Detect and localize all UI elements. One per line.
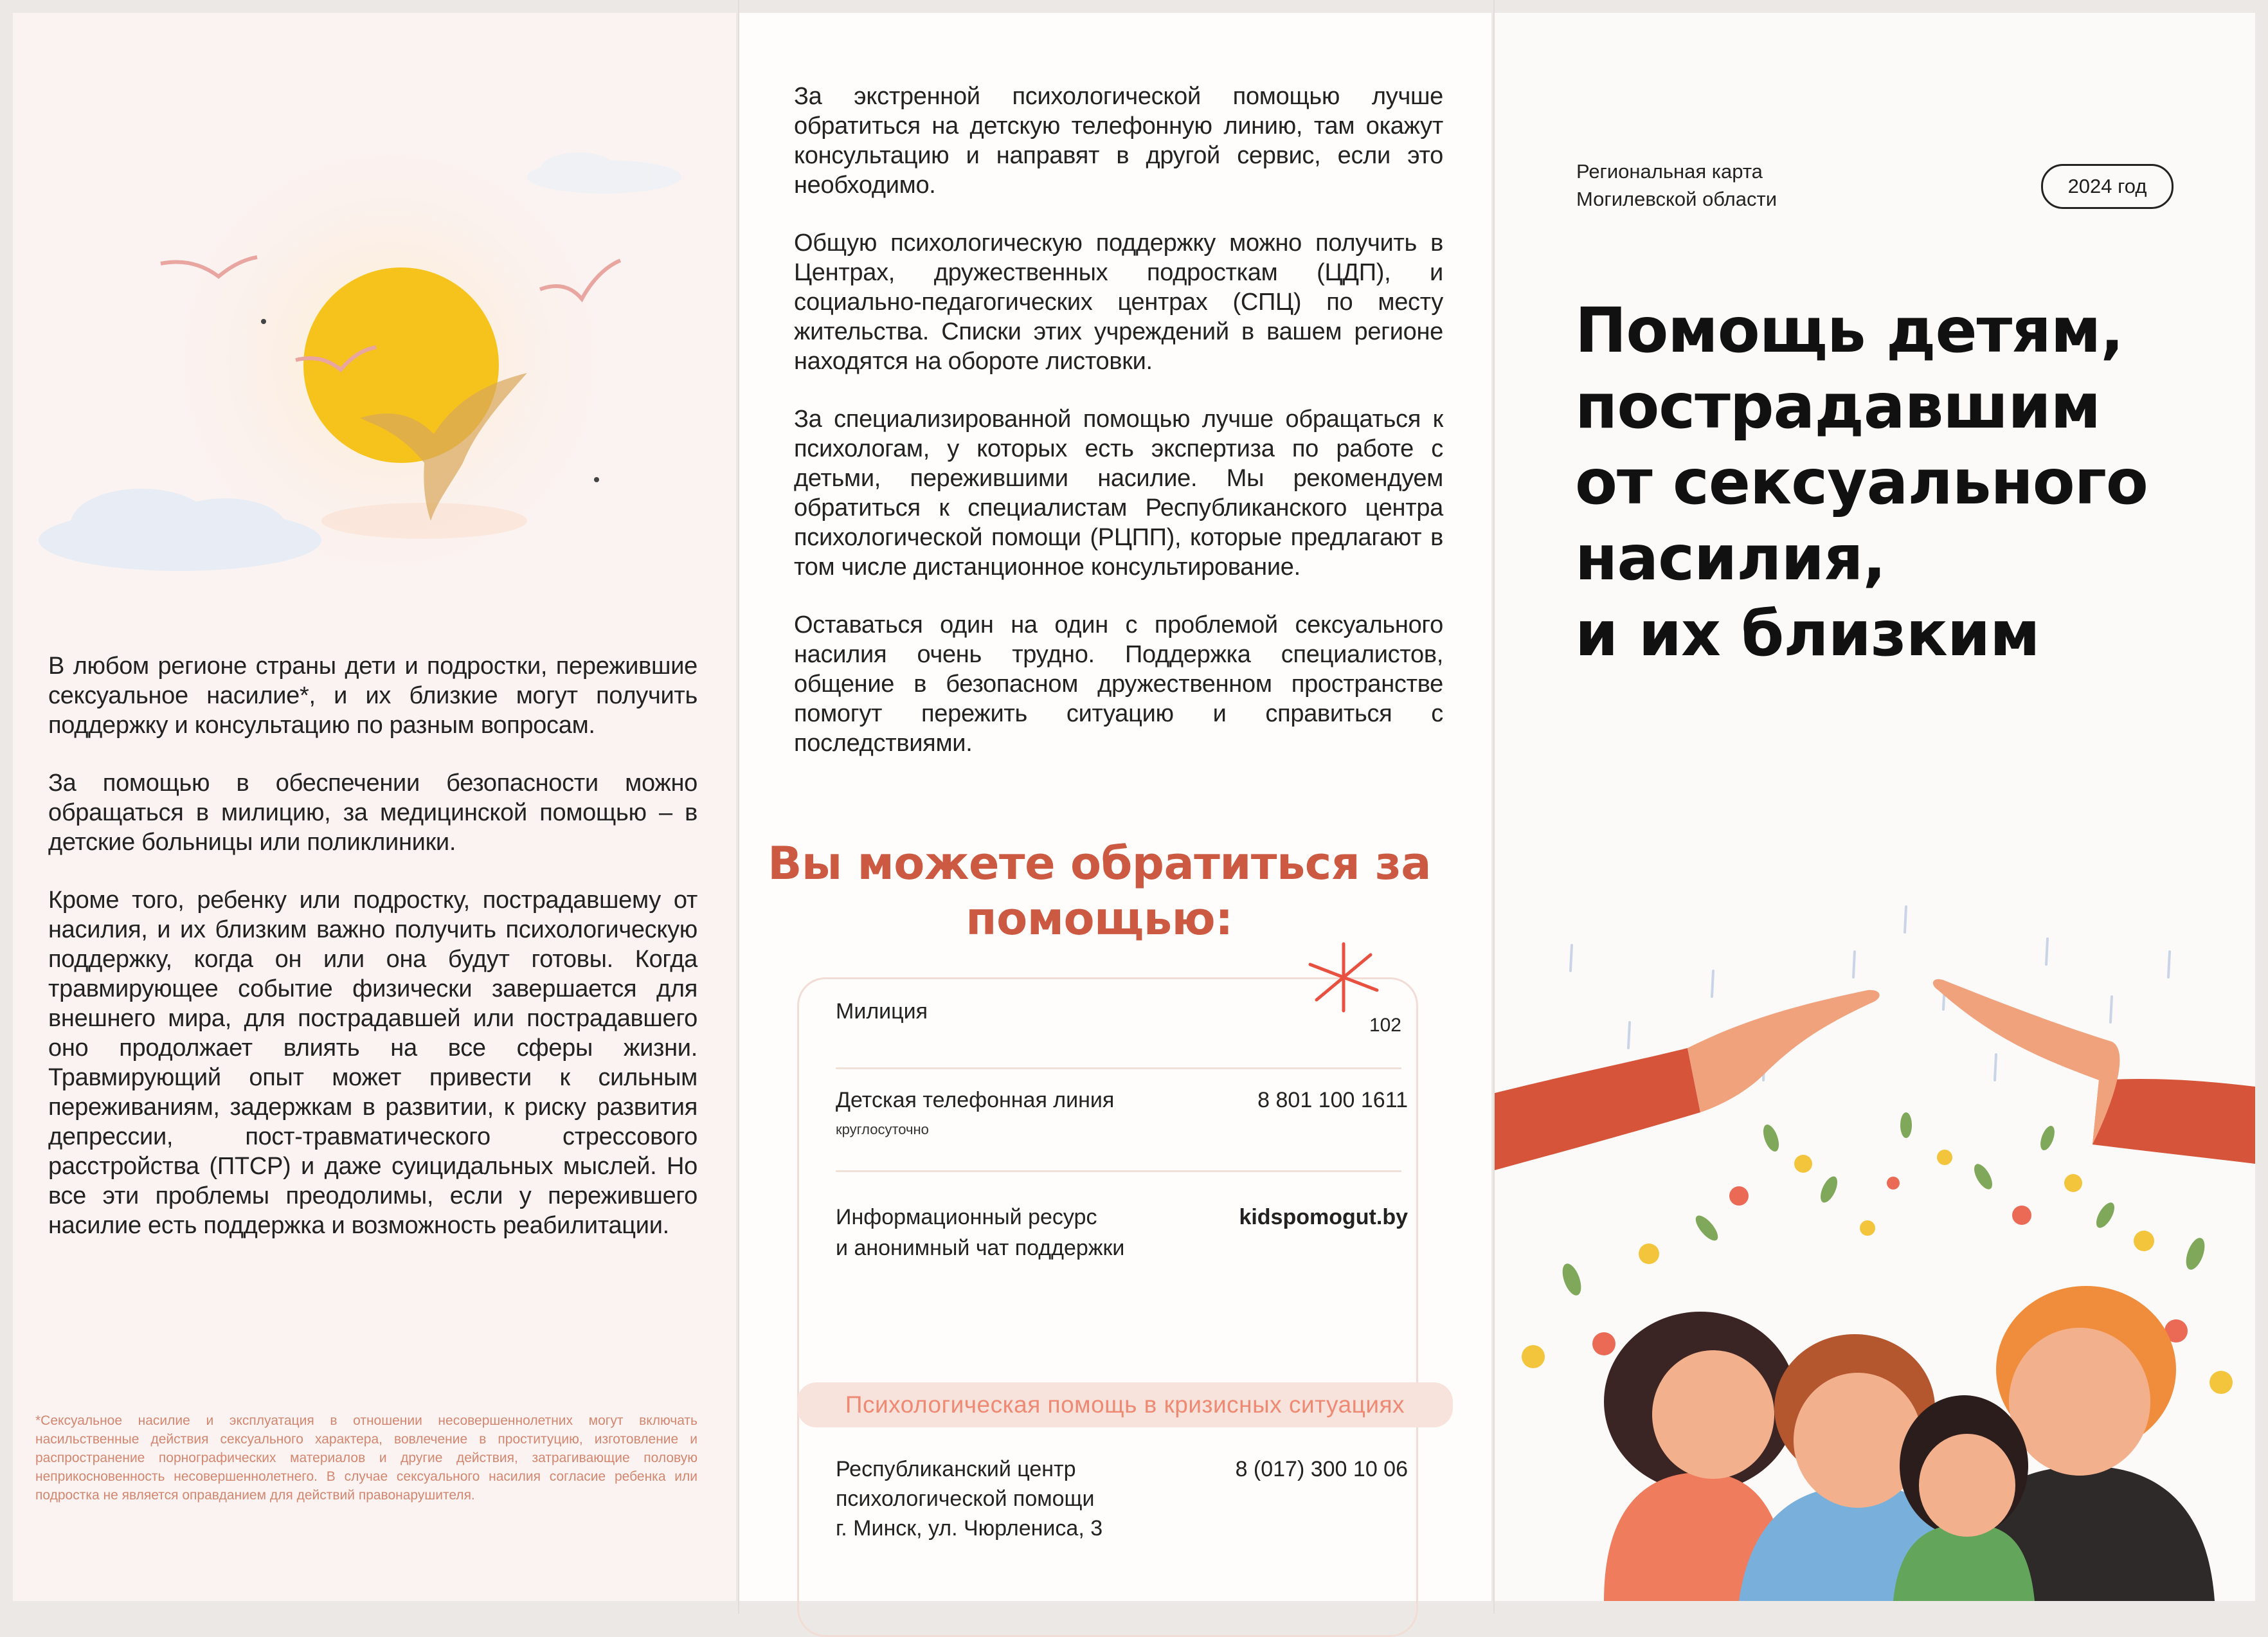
left-paragraph: Кроме того, ребенку или подростку, пострадавшему от насилия, и их близким важно получить психологическую поддержку, когда он или она будут готовы. Когда травмирующее событие физически завершается для внешнего мира, для пострадавшей или пострадавшего оно продолжает влиять на все сферы жизни. Травмирующий опыт может привести к сильным переживаниям, задержкам в развитии, к риску развития депрессии, пост-травматического стрессового расстройства (ПТСР) и даже суицидальных мыслей. Но все эти проблемы преодолимы, если у пережившего насилие есть поддержка и возможность реабилитации.	[48, 887, 698, 1239]
fold-line	[738, 0, 739, 1614]
sun-illustration	[13, 13, 736, 592]
left-body	[48, 651, 698, 1269]
hand-icon	[1688, 990, 1880, 1112]
contact-phone[interactable]: 8 (017) 300 10 06	[1235, 1457, 1408, 1481]
contact-name: Детская телефонная линия	[836, 1088, 1115, 1112]
contact-info-resource	[836, 1202, 1408, 1267]
website-link[interactable]: kidspomogut.by	[1239, 1205, 1408, 1229]
contact-phone[interactable]: 102	[1369, 1015, 1401, 1036]
middle-paragraph: Оставаться один на один с проблемой сексуального насилия очень трудно. Поддержка специалистов, общение в безопасном дружественном пространстве помогут пережить ситуацию и справиться с последствиями.	[794, 611, 1443, 757]
hand-icon	[1933, 979, 2120, 1144]
contact-police	[836, 997, 1401, 1035]
title-line: пострадавшим	[1575, 370, 2101, 442]
title-line: и их близким	[1575, 598, 2040, 670]
region-label	[1576, 158, 1777, 213]
middle-paragraph: За специализированной помощью лучше обращаться к психологам, у которых есть экспертиза по работе с детьми, пережившими насилие. Мы рекомендуем обратиться к специалистам Республиканского центра психологической помощи (РЦПП), которые предлагают в том числе дистанционное консультирование.	[794, 406, 1443, 581]
contact-note: круглосуточно	[836, 1121, 929, 1137]
region-line: Региональная карта	[1576, 160, 1763, 183]
title-line: от сексуального	[1575, 446, 2148, 518]
right-panel	[1495, 13, 2255, 1601]
title-line: Помощь детям,	[1575, 294, 2123, 366]
fold-line	[1493, 0, 1495, 1614]
contact-name: Милиция	[836, 999, 928, 1024]
contact-name: Информационный ресурс	[836, 1205, 1097, 1229]
contact-name-line2: и анонимный чат поддержки	[836, 1236, 1125, 1260]
contact-name: Республиканский центр	[836, 1457, 1076, 1481]
contact-child-line	[836, 1085, 1408, 1150]
left-paragraph: В любом регионе страны дети и подростки, пережившие сексуальное насилие*, и их близкие могут получить поддержку и консультацию по разным вопросам.	[48, 653, 698, 739]
title-line: насилия,	[1575, 522, 1886, 594]
page-title	[1575, 293, 2237, 672]
region-line: Могилевской области	[1576, 188, 1778, 210]
crisis-label: Психологическая помощь в кризисных ситуациях	[797, 1382, 1453, 1427]
footnote: *Сексуальное насилие и эксплуатация в отношении несовершеннолетних могут включать насильственные действия сексуального характера, вовлечение в проституцию, изготовление и распространение порнографических материалов и другие действия, затрагивающие половую неприкосновенность несовершеннолетнего. В случае сексуального насилия согласие ребенка или подростка не является оправданием для действий правонарушителя.	[35, 1413, 698, 1503]
divider	[836, 1170, 1401, 1172]
middle-paragraph: За экстренной психологической помощью лучше обратиться на детскую телефонную линию, там окажут консультацию и направят в другой сервис, если это необходимо.	[794, 83, 1443, 199]
divider	[836, 1067, 1401, 1069]
contact-address: г. Минск, ул. Чюрлениса, 3	[836, 1516, 1103, 1541]
year-badge: 2024 год	[2041, 164, 2174, 209]
contact-rcpp	[836, 1454, 1408, 1551]
contact-phone[interactable]: 8 801 100 1611	[1257, 1088, 1408, 1112]
family-illustration	[1495, 894, 2255, 1601]
help-title: Вы можете обратиться за помощью:	[768, 837, 1431, 945]
middle-paragraph: Общую психологическую поддержку можно получить в Центрах, дружественных подросткам (ЦДП), и социально-педагогических центрах (СПЦ) по месту жительства. Списки этих учреждений в вашем регионе находятся на обороте листовки.	[794, 230, 1443, 375]
sleeve-left	[1495, 1048, 1700, 1170]
sleeve-right	[2092, 1079, 2255, 1164]
left-paragraph: За помощью в обеспечении безопасности можно обращаться в милицию, за медицинской помощью – в детские больницы или поликлиники.	[48, 770, 698, 856]
contact-name-line2: психологической помощи	[836, 1487, 1095, 1511]
middle-body	[794, 82, 1443, 786]
